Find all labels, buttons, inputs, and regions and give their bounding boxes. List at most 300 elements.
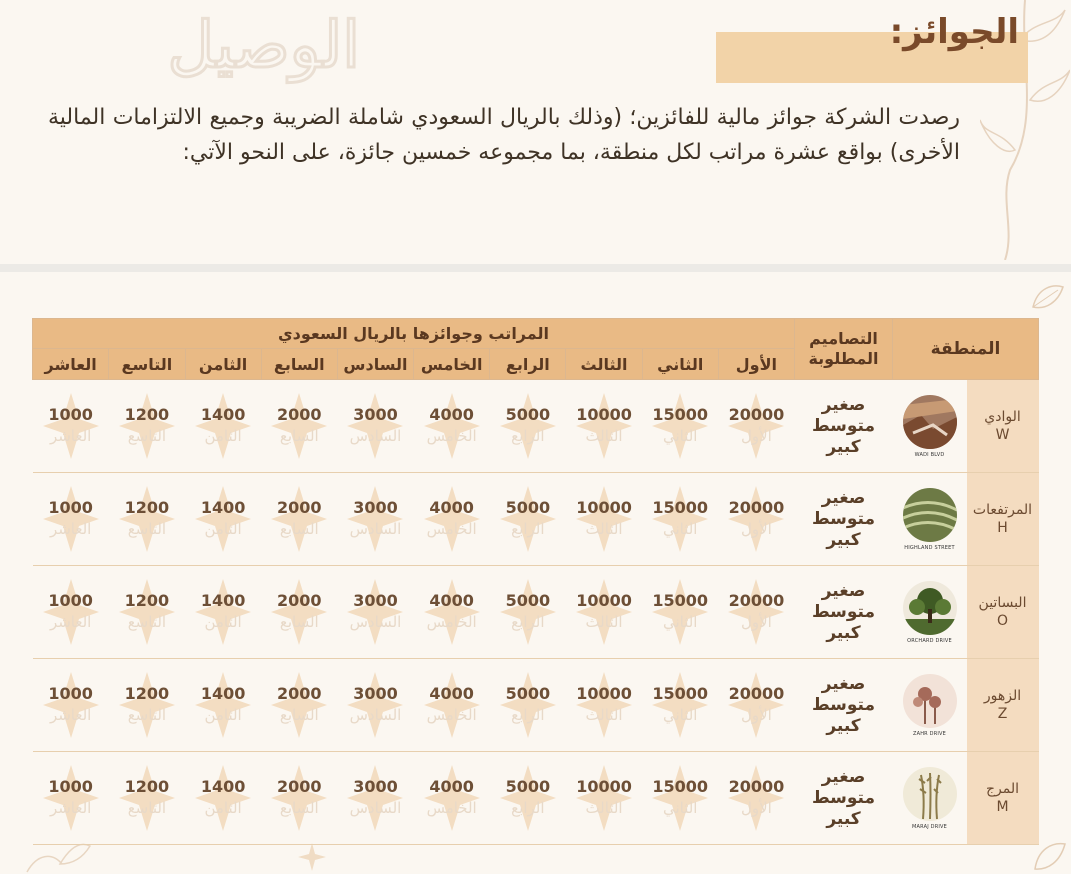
prize-badge [193,484,253,554]
design-size: كبير [826,436,861,457]
prize-rank-label: التاسع [127,613,167,631]
prize-rank-label: العاشر [49,520,92,538]
region-logo [893,395,967,458]
diamond-decoration-icon [345,763,405,833]
prize-rank-label: الثامن [204,427,242,445]
prize-badge [498,670,558,740]
region-logo [893,767,967,830]
region-name-ar: البساتين [978,595,1027,611]
prize-badge [345,577,405,647]
region-caption: WADI BLVD [914,451,945,458]
prize-cell [109,566,185,659]
prize-amount: 1000 [48,591,93,610]
prize-rank-label: الثاني [662,706,698,724]
prize-badge [41,391,101,461]
prize-badge [117,763,177,833]
prize-rank-label: السادس [349,706,402,724]
diamond-decoration-icon [422,391,482,461]
region-cell [893,752,1039,845]
prize-badge [117,484,177,554]
prize-amount: 3000 [353,777,398,796]
prize-rank-label: الأول [740,799,772,817]
prize-rank-label: العاشر [49,799,92,817]
prize-badge [117,577,177,647]
header-designs-line1: التصاميم [809,329,878,348]
prize-badge [269,484,329,554]
prize-cell [185,473,261,566]
prize-cell [261,566,337,659]
diamond-decoration-icon [574,391,634,461]
diamond-decoration-icon [269,670,329,740]
table-body [33,380,1039,845]
prize-cell [33,566,109,659]
prize-badge [726,670,786,740]
diamond-decoration-icon [650,763,710,833]
prize-amount: 1200 [124,498,170,517]
prize-rank-label: الثالث [585,799,623,817]
maraj-logo-icon [903,767,957,821]
header-designs-line2: المطلوبة [808,349,879,368]
prize-amount: 20000 [728,684,785,703]
diamond-decoration-icon [269,484,329,554]
prize-amount: 10000 [576,498,632,517]
prize-cell [566,380,642,473]
prize-rank-label: السابع [279,799,319,817]
header-designs [795,319,893,380]
region-name [967,659,1039,751]
prize-amount: 10000 [576,777,632,796]
prize-amount: 2000 [277,498,322,517]
prize-cell [261,473,337,566]
prize-rank-label: السادس [349,520,402,538]
highland-logo-icon [903,488,957,542]
table-row [33,380,1039,473]
prize-amount: 1000 [48,777,93,796]
prize-amount: 4000 [429,498,474,517]
prize-badge [574,391,634,461]
prize-cell [109,380,185,473]
design-size: صغير [821,673,866,694]
prize-badge [193,670,253,740]
prize-rank-label: العاشر [49,706,92,724]
prize-amount: 20000 [728,591,785,610]
prize-cell [185,659,261,752]
prize-badge [345,763,405,833]
prize-rank-label: الرابع [511,427,545,445]
diamond-decoration-icon [498,763,558,833]
prize-cell [490,752,566,845]
prize-amount: 2000 [277,777,322,796]
diamond-decoration-icon [574,670,634,740]
prize-cell [261,752,337,845]
prize-cell [33,380,109,473]
prize-badge [650,670,710,740]
header-rank: الثامن [185,349,261,380]
prize-amount: 1000 [48,405,93,424]
prize-rank-label: التاسع [127,427,167,445]
prize-cell [490,380,566,473]
prize-amount: 1200 [124,777,170,796]
region-cell [893,566,1039,659]
prize-amount: 1200 [124,591,170,610]
prize-rank-label: السابع [279,427,319,445]
header-rank: الثاني [642,349,718,380]
design-size: كبير [826,529,861,550]
diamond-decoration-icon [41,670,101,740]
region-logo [893,674,967,737]
prize-rank-label: الخامس [426,706,477,724]
prize-rank-label: الثاني [662,520,698,538]
prize-rank-label: الخامس [426,427,477,445]
diamond-decoration-icon [117,484,177,554]
prize-rank-label: الرابع [511,799,545,817]
region-code: W [995,427,1010,443]
prize-cell [185,752,261,845]
prize-rank-label: السابع [279,613,319,631]
prize-badge [269,670,329,740]
region-caption: ZAHR DRIVE [912,730,947,737]
prize-rank-label: الرابع [511,613,545,631]
prize-badge [41,577,101,647]
diamond-decoration-icon [345,484,405,554]
prize-badge [269,577,329,647]
prize-amount: 3000 [353,684,398,703]
designs-cell [795,752,893,845]
prize-cell [337,659,413,752]
designs-cell [795,380,893,473]
prize-amount: 10000 [576,591,632,610]
prize-amount: 15000 [652,591,709,610]
prize-amount: 5000 [505,498,551,517]
prize-rank-label: السادس [349,427,402,445]
diamond-decoration-icon [422,577,482,647]
diamond-decoration-icon [117,391,177,461]
prize-cell [33,752,109,845]
prize-badge [498,391,558,461]
diamond-decoration-icon [422,670,482,740]
prize-cell [185,380,261,473]
header-rank: الخامس [414,349,490,380]
region-name-ar: الوادي [984,409,1021,425]
prize-amount: 1400 [200,498,246,517]
prize-badge [41,670,101,740]
prize-amount: 20000 [728,405,785,424]
diamond-decoration-icon [117,763,177,833]
prize-amount: 20000 [728,777,785,796]
prize-badge [345,670,405,740]
prize-rank-label: الثاني [662,799,698,817]
prize-cell [261,659,337,752]
zahr-logo-icon [903,674,957,728]
header-rank: الرابع [490,349,566,380]
diamond-decoration-icon [422,763,482,833]
region-logo [893,488,967,551]
sparkle-icon [298,843,326,871]
prize-badge [422,484,482,554]
prize-badge [422,391,482,461]
table-header-row [33,319,1039,349]
page-title: الجوائز: [889,12,1019,52]
prize-badge [117,670,177,740]
diamond-decoration-icon [41,763,101,833]
prize-badge [345,391,405,461]
prize-rank-label: الثامن [204,520,242,538]
table-row [33,752,1039,845]
prize-cell [414,659,490,752]
prize-amount: 2000 [277,405,322,424]
prize-cell [718,659,794,752]
prize-cell [718,566,794,659]
region-cell [893,473,1039,566]
diamond-decoration-icon [726,484,786,554]
prize-cell [337,473,413,566]
prize-amount: 1000 [48,684,93,703]
prize-badge [41,484,101,554]
prize-rank-label: الأول [740,427,772,445]
prize-badge [422,577,482,647]
prize-badge [193,763,253,833]
prize-cell [566,659,642,752]
header-rank: السابع [261,349,337,380]
prize-rank-label: الثامن [204,799,242,817]
prize-cell [414,566,490,659]
prize-badge [574,577,634,647]
prize-amount: 1400 [200,777,246,796]
intro-section [0,0,1071,264]
prize-cell [566,566,642,659]
table-row [33,659,1039,752]
prize-amount: 10000 [576,684,632,703]
diamond-decoration-icon [498,391,558,461]
prize-badge [269,763,329,833]
prize-rank-label: الخامس [426,799,477,817]
prize-badge [193,391,253,461]
divider [0,264,1071,272]
region-name-ar: المرتفعات [972,502,1033,518]
prize-cell [185,566,261,659]
region-name-ar: المرج [986,781,1020,797]
prize-cell [490,473,566,566]
diamond-decoration-icon [726,577,786,647]
prize-badge [650,577,710,647]
prize-cell [718,380,794,473]
header-rank: الأول [718,349,794,380]
design-size: صغير [821,487,866,508]
prize-cell [490,566,566,659]
design-size: كبير [826,622,861,643]
prize-rank-label: الرابع [511,520,545,538]
table-row [33,473,1039,566]
prize-rank-label: الثالث [585,706,623,724]
region-name [967,473,1039,565]
prize-amount: 3000 [353,498,398,517]
diamond-decoration-icon [726,763,786,833]
prize-cell [642,473,718,566]
prize-amount: 5000 [505,591,551,610]
diamond-decoration-icon [650,577,710,647]
prize-cell [33,473,109,566]
region-caption: HIGHLAND STREET [904,544,955,551]
prize-rank-label: الثاني [662,427,698,445]
prize-badge [422,670,482,740]
diamond-decoration-icon [41,484,101,554]
header-rank: التاسع [109,349,185,380]
region-code: H [997,520,1008,536]
diamond-decoration-icon [574,484,634,554]
diamond-decoration-icon [726,391,786,461]
region-name-ar: الزهور [983,688,1022,704]
prize-cell [414,752,490,845]
header-region: المنطقة [893,319,1039,380]
prize-amount: 2000 [277,591,322,610]
prize-rank-label: السابع [279,520,319,538]
prize-badge [41,763,101,833]
design-size: صغير [821,580,866,601]
prize-amount: 1400 [200,591,246,610]
prize-amount: 1400 [200,405,246,424]
region-logo [893,581,967,644]
design-size: متوسط [811,601,876,622]
prize-cell [566,473,642,566]
prize-rank-label: الأول [740,706,772,724]
prize-cell [337,380,413,473]
prize-rank-label: السابع [279,706,319,724]
prize-badge [117,391,177,461]
header-rank: الثالث [566,349,642,380]
prize-amount: 4000 [429,405,474,424]
prize-rank-label: التاسع [127,706,167,724]
prize-amount: 1000 [48,498,93,517]
prize-rank-label: التاسع [127,799,167,817]
prize-badge [650,763,710,833]
prize-amount: 2000 [277,684,322,703]
header-ranks: المراتب وجوائزها بالريال السعودي [33,319,795,349]
diamond-decoration-icon [574,577,634,647]
design-size: صغير [821,766,866,787]
prize-amount: 15000 [652,498,709,517]
diamond-decoration-icon [269,391,329,461]
prize-badge [193,577,253,647]
prize-amount: 3000 [353,591,398,610]
prize-amount: 1200 [124,684,170,703]
prize-cell [261,380,337,473]
prize-rank-label: العاشر [49,613,92,631]
designs-cell [795,566,893,659]
design-size: متوسط [811,415,876,436]
diamond-decoration-icon [650,670,710,740]
orchard-logo-icon [903,581,957,635]
diamond-decoration-icon [193,484,253,554]
diamond-decoration-icon [498,577,558,647]
prize-cell [490,659,566,752]
table-row [33,566,1039,659]
prize-badge [574,670,634,740]
prize-amount: 5000 [505,777,551,796]
diamond-decoration-icon [193,577,253,647]
diamond-decoration-icon [726,670,786,740]
diamond-decoration-icon [117,577,177,647]
diamond-decoration-icon [650,484,710,554]
diamond-decoration-icon [422,484,482,554]
design-size: كبير [826,808,861,829]
diamond-decoration-icon [345,391,405,461]
prize-rank-label: الأول [740,520,772,538]
prize-rank-label: العاشر [49,427,92,445]
region-caption: MARAJ DRIVE [911,823,948,830]
diamond-decoration-icon [498,670,558,740]
region-caption: ORCHARD DRIVE [907,637,952,644]
prize-cell [33,659,109,752]
prize-rank-label: الثالث [585,520,623,538]
region-cell [893,380,1039,473]
prize-badge [269,391,329,461]
region-code: Z [997,706,1008,722]
prize-cell [337,752,413,845]
prize-amount: 4000 [429,684,474,703]
diamond-decoration-icon [345,670,405,740]
diamond-decoration-icon [345,577,405,647]
prize-cell [109,752,185,845]
prize-cell [642,380,718,473]
region-name [967,752,1039,844]
intro-paragraph: رصدت الشركة جوائز مالية للفائزين؛ (وذلك بالريال السعودي شاملة الضريبة وجميع الالتزامات المالية الأخرى) بواقع عشرة مراتب لكل منطقة، بما مجموعه خمسين جائزة، على النحو الآتي: [48,105,960,165]
design-size: متوسط [811,508,876,529]
designs-cell [795,473,893,566]
prize-badge [574,484,634,554]
prize-rank-label: السادس [349,613,402,631]
prize-amount: 10000 [576,405,632,424]
prize-rank-label: الثامن [204,706,242,724]
prize-rank-label: الرابع [511,706,545,724]
region-name [967,566,1039,658]
design-size: كبير [826,715,861,736]
diamond-decoration-icon [41,577,101,647]
diamond-decoration-icon [498,484,558,554]
prize-badge [650,484,710,554]
prize-rank-label: التاسع [127,520,167,538]
prize-cell [337,566,413,659]
prize-rank-label: الأول [740,613,772,631]
region-cell [893,659,1039,752]
prize-amount: 15000 [652,684,709,703]
prize-badge [498,763,558,833]
prize-amount: 4000 [429,777,474,796]
prize-rank-label: الخامس [426,520,477,538]
prize-rank-label: الثاني [662,613,698,631]
prize-amount: 1200 [124,405,170,424]
region-name [967,380,1039,472]
prize-cell [414,380,490,473]
prize-cell [414,473,490,566]
header-rank: السادس [337,349,413,380]
prize-badge [726,484,786,554]
prize-badge [498,577,558,647]
prize-cell [566,752,642,845]
prize-rank-label: الثامن [204,613,242,631]
diamond-decoration-icon [193,391,253,461]
design-size: صغير [821,394,866,415]
diamond-decoration-icon [117,670,177,740]
region-code: M [996,799,1009,815]
prize-badge [345,484,405,554]
header-rank: العاشر [33,349,109,380]
designs-cell [795,659,893,752]
prize-amount: 15000 [652,405,709,424]
prize-amount: 5000 [505,405,551,424]
prize-badge [574,763,634,833]
diamond-decoration-icon [650,391,710,461]
leaf-decoration-icon [1028,282,1068,312]
